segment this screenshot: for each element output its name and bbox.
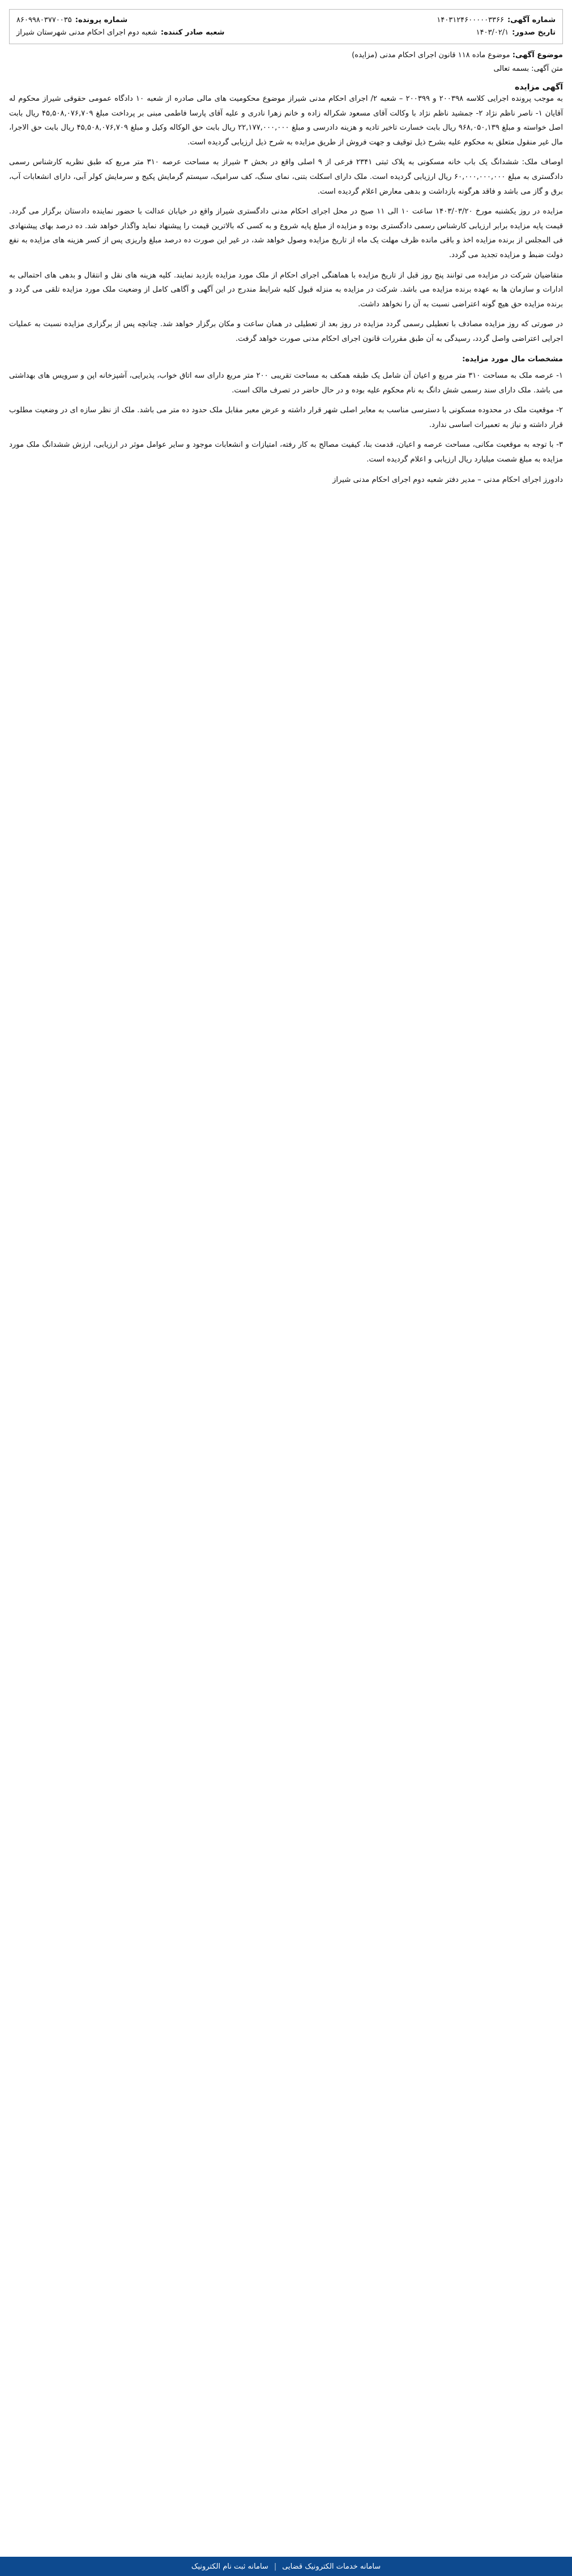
ad-number: [437, 14, 556, 27]
tracking-label: شماره پرونده:: [75, 16, 128, 24]
tracking-number: [16, 14, 127, 27]
subject-value: موضوع ماده ۱۱۸ قانون اجرای احکام مدنی (مزایده): [352, 51, 510, 59]
subject-label: موضوع آگهی:: [512, 51, 563, 59]
tracking-value: ۸۶۰۹۹۸۰۳۷۷۰۰۳۵: [16, 16, 72, 24]
body-paragraph: به موجب پرونده اجرایی کلاسه ۲۰۰۳۹۸ و ۲۰۰۳۹۹ – شعبه ۲/ اجرای احکام مدنی شیراز موضوع محکومیت های مالی صادره از شعبه ۱۰ دادگاه عمومی حقوقی شیراز محکوم له آقایان ۱- ناصر ناظم نژاد ۲- جمشید ناظم نژاد با وکالت آقای مسعود شکراله زاده و خانم زهرا نادری و علیه آقای پارسا فاطمی مبنی بر پرداخت مبلغ ۴۵,۵۰۸,۰۷۶,۷۰۹ ریال بابت اصل خواسته و مبلغ ۹۶۸,۰۵۰,۱۳۹ ریال بابت خسارت تاخیر تادیه و هزینه دادرسی و مبلغ ۲۲,۱۷۷,۰۰۰,۰۰۰ ریال بابت حق الوکاله وکیل و مبلغ ۴۵,۵۰۸,۰۷۶,۷۰۹ ریال بابت حق الاجرا، مال غیر منقول متعلق به محکوم علیه بشرح ذیل توقیف و جهت فروش از طریق مزایده به شرح ذیل ارزیابی گردیده است.: [9, 95, 563, 147]
ad-subject: [9, 50, 563, 61]
body-paragraph: اوصاف ملک: ششدانگ یک باب خانه مسکونی به پلاک ثبتی ۲۳۴۱ فرعی از ۹ اصلی واقع در بخش ۳ شیراز به مساحت عرصه ۳۱۰ متر مربع که طبق نظریه کارشناس رسمی دادگستری به مبلغ ۶۰,۰۰۰,۰۰۰,۰۰۰ ریال ارزیابی گردیده است. ملک دارای اسکلت بتنی، نمای سنگ، کف سرامیک، سیستم گرمایش پکیج و سرمایش کولر آبی، دارای انشعابات آب، برق و گاز می باشد و فاقد هرگونه بازداشت و بدهی معارض اعلام گردیده است.: [9, 158, 563, 196]
issue-date: [476, 27, 556, 39]
ad-body: [9, 92, 563, 487]
issue-date-label: تاریخ صدور:: [512, 28, 556, 37]
specs-paragraph: ۱- عرصه ملک به مساحت ۳۱۰ متر مربع و اعیان آن شامل یک طبقه همکف به مساحت تقریبی ۲۰۰ متر مربع دارای سه اتاق خواب، پذیرایی، آشپزخانه اپن و سرویس های بهداشتی می باشد. ملک دارای سند رسمی شش دانگ به نام محکوم علیه بوده و در حال حاضر در تصرف مالک است.: [9, 371, 563, 395]
footer-link-services[interactable]: سامانه خدمات الکترونیک قضایی: [282, 2562, 381, 2571]
specs-paragraph: ۲- موقعیت ملک در محدوده مسکونی با دسترسی مناسب به معابر اصلی شهر قرار داشته و عرض معبر مقابل ملک حدود ده متر می باشد. ملک از نظر سازه ای در وضعیت مطلوب قرار داشته و نیاز به تعمیرات اساسی ندارد.: [9, 406, 563, 429]
text-label: متن آگهی: بسمه تعالی: [493, 65, 563, 73]
issuer-value: شعبه دوم اجرای احکام مدنی شهرستان شیراز: [16, 28, 157, 37]
body-paragraph: متقاضیان شرکت در مزایده می توانند پنج روز قبل از تاریخ مزایده با هماهنگی اجرای احکام از ملک مورد مزایده بازدید نمایند. کلیه هزینه های نقل و انتقال و بدهی های احتمالی به ادارات و سازمان ها به عهده برنده مزایده می باشد. شرکت در مزایده به منزله قبول کلیه شرایط مندرج در این آگهی و آگاهی کامل از وضعیت ملک مورد مزایده تلقی می گردد و برنده مزایده حق هیچ گونه اعتراضی نسبت به آن را نخواهد داشت.: [9, 271, 563, 309]
closing-signature: دادورز اجرای احکام مدنی – مدیر دفتر شعبه دوم اجرای احکام مدنی شیراز: [332, 475, 563, 484]
footer-separator: |: [274, 2562, 277, 2571]
body-paragraph: مزایده در روز یکشنبه مورخ ۱۴۰۳/۰۳/۲۰ ساعت ۱۰ الی ۱۱ صبح در محل اجرای احکام مدنی دادگستری شیراز واقع در خیابان عدالت با حضور نماینده دادستان برگزار می گردد. قیمت پایه مزایده برابر ارزیابی کارشناس رسمی دادگستری بوده و مزایده از مبلغ پایه شروع و به کسی که بالاترین قیمت را پیشنهاد نماید واگذار خواهد شد. ده درصد بهای پیشنهادی فی المجلس از برنده مزایده اخذ و باقی مانده ظرف مهلت یک ماه از تاریخ مزایده وصول خواهد شد، در غیر این صورت ده درصد مبلغ واریزی پس از کسر هزینه های مزایده به نفع دولت ضبط و مزایده تجدید می گردد.: [9, 207, 563, 259]
site-footer: [0, 2557, 572, 2576]
body-paragraph: در صورتی که روز مزایده مصادف با تعطیلی رسمی گردد مزایده در روز بعد از تعطیلی در همان ساعت و مکان برگزار خواهد شد. چنانچه پس از برگزاری مزایده نسبت به عملیات اجرایی اعتراضی واصل گردد، رسیدگی به آن طبق مقررات قانون اجرای احکام مدنی صورت خواهد گرفت.: [9, 320, 563, 343]
specs-paragraph: ۳- با توجه به موقعیت مکانی، مساحت عرصه و اعیان، قدمت بنا، کیفیت مصالح به کار رفته، امتیازات و انشعابات موجود و سایر عوامل موثر در ارزیابی، ارزش ششدانگ ملک مورد مزایده به مبلغ شصت میلیارد ریال ارزیابی و اعلام گردیده است.: [9, 441, 563, 464]
issuer: [16, 27, 224, 39]
specs-heading: مشخصات مال مورد مزایده:: [462, 354, 563, 364]
ad-heading: آگهی مزایده: [514, 83, 563, 92]
ad-number-value: ۱۴۰۳۱۲۴۶۰۰۰۰۰۳۳۶۶: [437, 16, 504, 24]
issuer-label: شعبه صادر کننده:: [160, 28, 225, 37]
footer-link-registration[interactable]: سامانه ثبت نام الکترونیک: [191, 2562, 268, 2571]
issue-date-value: ۱۴۰۳/۰۲/۱: [476, 28, 509, 37]
ad-number-label: شماره آگهی:: [507, 16, 556, 24]
ad-header: [9, 9, 563, 44]
